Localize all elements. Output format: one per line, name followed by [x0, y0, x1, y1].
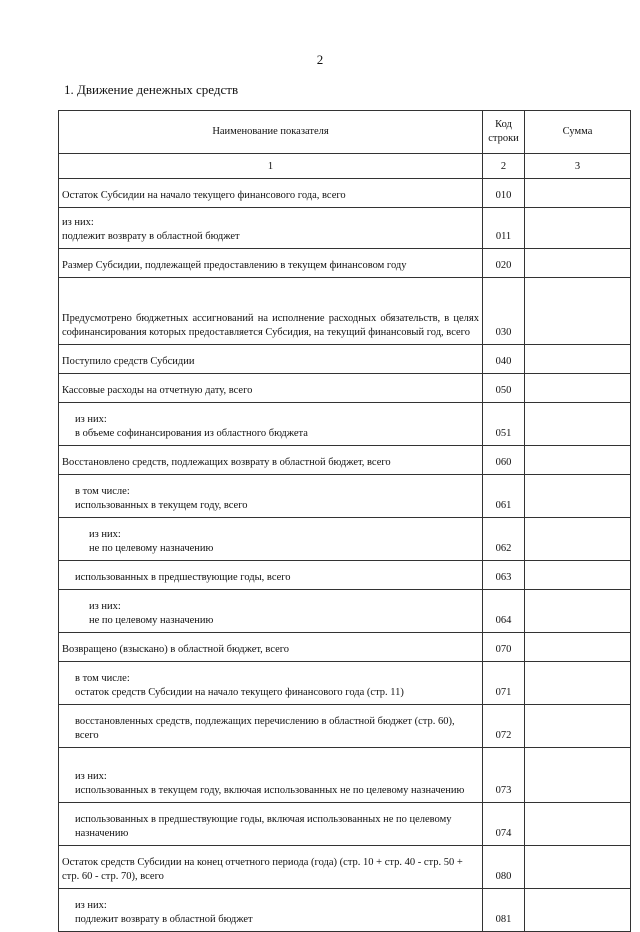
- indicator-line: Остаток Субсидии на начало текущего финансового года, всего: [62, 189, 346, 201]
- indicator-name: [59, 561, 483, 590]
- indicator-name: [59, 374, 483, 403]
- row-code: 073: [483, 748, 525, 803]
- indicator-line: использованных в текущем году, включая использованных не по целевому назначению: [75, 784, 465, 796]
- row-code: 064: [483, 590, 525, 633]
- sum-cell[interactable]: [525, 748, 631, 803]
- table-row: [59, 633, 631, 662]
- indicator-line: Остаток средств Субсидии на конец отчетного периода (года) (стр. 10 + стр. 40 - стр. 50 + стр. 60 - стр. 70), всего: [62, 856, 463, 882]
- indicator-name: [59, 249, 483, 278]
- indicator-name: [59, 278, 483, 345]
- row-code: 010: [483, 179, 525, 208]
- row-code: 060: [483, 446, 525, 475]
- row-code: 081: [483, 889, 525, 932]
- indicator-name: [59, 748, 483, 803]
- section-title: 1. Движение денежных средств: [64, 82, 239, 97]
- column-number: 1: [59, 154, 483, 179]
- sum-cell[interactable]: [525, 889, 631, 932]
- indicator-name: [59, 889, 483, 932]
- sum-cell[interactable]: [525, 208, 631, 249]
- sum-cell[interactable]: [525, 590, 631, 633]
- indicator-line: подлежит возврату в областной бюджет: [75, 913, 253, 925]
- indicator-name: [59, 403, 483, 446]
- page-number: 2: [316, 52, 324, 67]
- indicator-line: остаток средств Субсидии на начало текущего финансового года (стр. 11): [75, 686, 404, 698]
- table-row: [59, 208, 631, 249]
- row-code: 051: [483, 403, 525, 446]
- row-code: 071: [483, 662, 525, 705]
- indicator-line: восстановленных средств, подлежащих перечислению в областной бюджет (стр. 60), всего: [75, 715, 455, 741]
- indicator-line: подлежит возврату в областной бюджет: [62, 230, 240, 242]
- row-code: 020: [483, 249, 525, 278]
- row-code: 011: [483, 208, 525, 249]
- indicator-name: [59, 345, 483, 374]
- indicator-name: [59, 803, 483, 846]
- indicator-name: [59, 633, 483, 662]
- indicator-line: не по целевому назначению: [89, 614, 214, 626]
- indicator-line: в том числе:: [75, 672, 130, 684]
- indicator-line: Возвращено (взыскано) в областной бюджет, всего: [62, 643, 290, 655]
- sum-cell[interactable]: [525, 179, 631, 208]
- table-row: [59, 803, 631, 846]
- column-number-row: [59, 154, 631, 179]
- sum-cell[interactable]: [525, 403, 631, 446]
- table-row: [59, 705, 631, 748]
- row-code: 061: [483, 475, 525, 518]
- indicator-line: из них:: [75, 899, 107, 911]
- column-number: 2: [483, 154, 525, 179]
- indicator-name: [59, 208, 483, 249]
- indicator-line: Восстановлено средств, подлежащих возврату в областной бюджет, всего: [62, 456, 391, 468]
- column-number: 3: [525, 154, 631, 179]
- row-code: 080: [483, 846, 525, 889]
- indicator-line: использованных в текущем году, всего: [75, 499, 248, 511]
- sum-cell[interactable]: [525, 249, 631, 278]
- sum-cell[interactable]: [525, 561, 631, 590]
- indicator-name: [59, 179, 483, 208]
- table-row: [59, 446, 631, 475]
- header-sum: Сумма: [525, 111, 631, 154]
- indicator-line: в том числе:: [75, 485, 130, 497]
- indicator-line: Предусмотрено бюджетных ассигнований на исполнение расходных обязательств, в целях софинансирования которых предоставляется Субсидия, на текущий финансовый год, всего: [62, 312, 479, 338]
- table-row: [59, 590, 631, 633]
- indicator-line: из них:: [75, 770, 107, 782]
- row-code: 074: [483, 803, 525, 846]
- indicator-line: из них:: [89, 528, 121, 540]
- indicator-line: Поступило средств Субсидии: [62, 355, 195, 367]
- indicator-line: из них:: [75, 413, 107, 425]
- table-row: [59, 662, 631, 705]
- row-code: 030: [483, 278, 525, 345]
- row-code: 063: [483, 561, 525, 590]
- row-code: 062: [483, 518, 525, 561]
- header-code: Код строки: [483, 111, 525, 154]
- sum-cell[interactable]: [525, 345, 631, 374]
- sum-cell[interactable]: [525, 662, 631, 705]
- table-row: [59, 518, 631, 561]
- sum-cell[interactable]: [525, 278, 631, 345]
- indicator-line: Размер Субсидии, подлежащей предоставлению в текущем финансовом году: [62, 259, 407, 271]
- row-code: 040: [483, 345, 525, 374]
- row-code: 072: [483, 705, 525, 748]
- table-row: [59, 374, 631, 403]
- sum-cell[interactable]: [525, 374, 631, 403]
- table-row: [59, 748, 631, 803]
- table-row: [59, 345, 631, 374]
- indicator-name: [59, 518, 483, 561]
- table-body: [59, 179, 631, 932]
- sum-cell[interactable]: [525, 518, 631, 561]
- indicator-line: использованных в предшествующие годы, всего: [75, 571, 291, 583]
- indicator-name: [59, 846, 483, 889]
- sum-cell[interactable]: [525, 633, 631, 662]
- table-row: [59, 475, 631, 518]
- table-row: [59, 403, 631, 446]
- sum-cell[interactable]: [525, 446, 631, 475]
- row-code: 050: [483, 374, 525, 403]
- indicator-line: не по целевому назначению: [89, 542, 214, 554]
- indicator-line: из них:: [62, 216, 94, 228]
- indicator-line: Кассовые расходы на отчетную дату, всего: [62, 384, 253, 396]
- row-code: 070: [483, 633, 525, 662]
- table-row: [59, 249, 631, 278]
- indicator-name: [59, 705, 483, 748]
- table-row: [59, 561, 631, 590]
- indicator-name: [59, 475, 483, 518]
- cash-flow-table: [58, 110, 631, 932]
- indicator-line: из них:: [89, 600, 121, 612]
- sum-cell[interactable]: [525, 846, 631, 889]
- sum-cell[interactable]: [525, 705, 631, 748]
- indicator-line: использованных в предшествующие годы, включая использованных не по целевому назначению: [75, 813, 452, 839]
- sum-cell[interactable]: [525, 803, 631, 846]
- indicator-line: в объеме софинансирования из областного бюджета: [75, 427, 308, 439]
- table-row: [59, 846, 631, 889]
- header-name: Наименование показателя: [59, 111, 483, 154]
- indicator-name: [59, 446, 483, 475]
- table-header-row: [59, 111, 631, 154]
- indicator-name: [59, 590, 483, 633]
- indicator-name: [59, 662, 483, 705]
- table-row: [59, 278, 631, 345]
- table-row: [59, 889, 631, 932]
- sum-cell[interactable]: [525, 475, 631, 518]
- table-row: [59, 179, 631, 208]
